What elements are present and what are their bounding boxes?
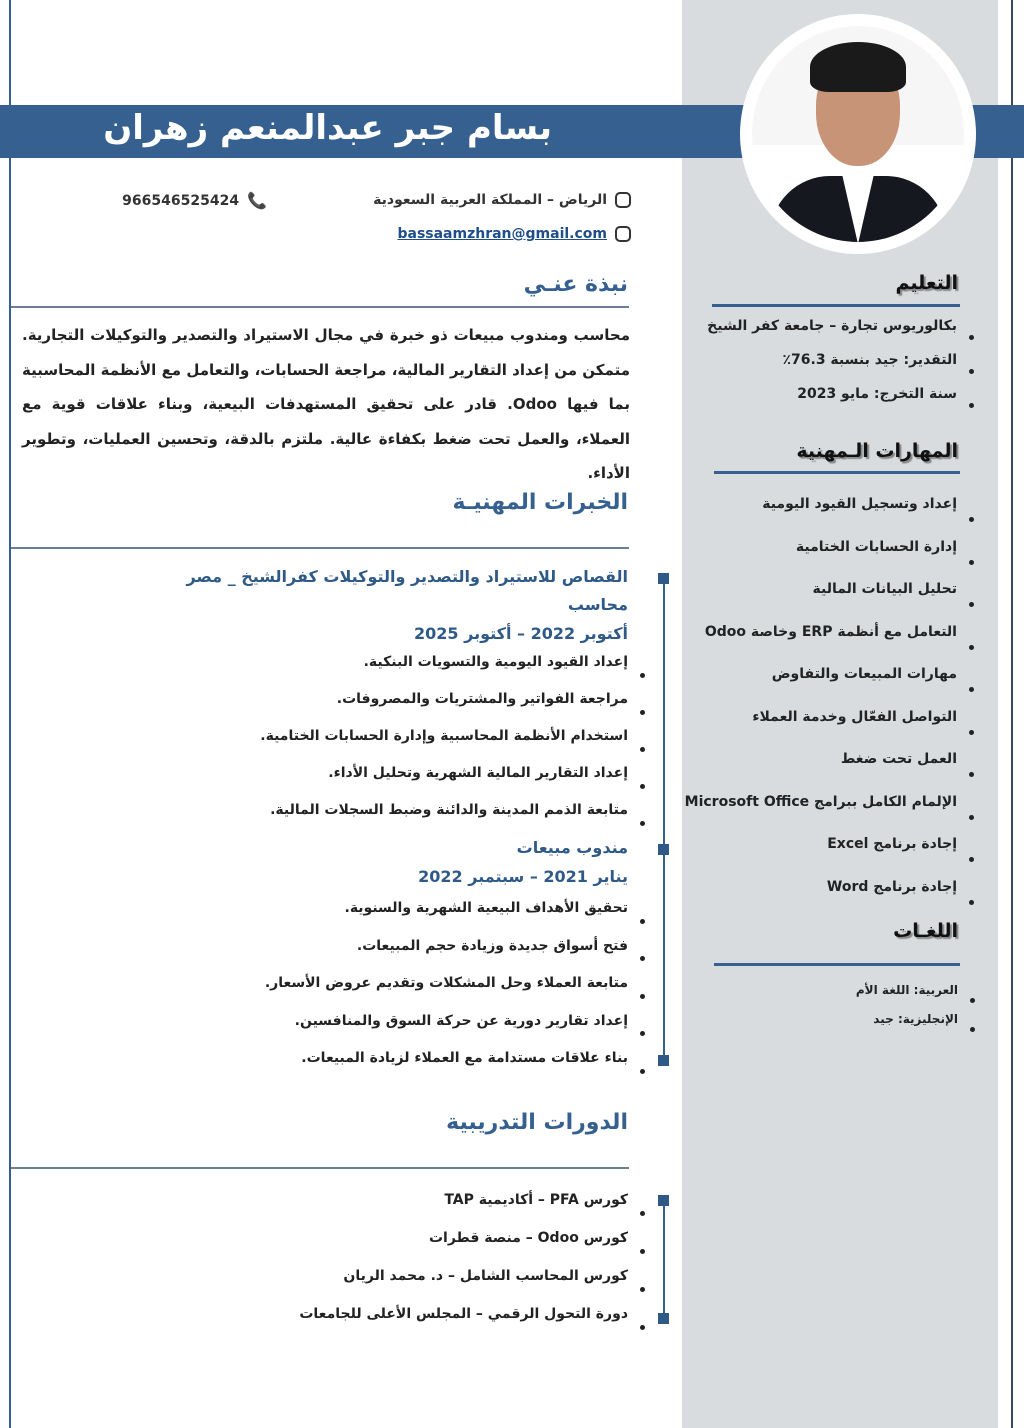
skills-list: [685, 496, 957, 921]
courses-list: [299, 1192, 628, 1344]
courses-heading: الدورات التدريبية: [446, 1110, 628, 1135]
email-icon: [615, 226, 631, 242]
phone-icon: 📞: [247, 191, 267, 210]
education-list: [707, 318, 957, 420]
list-item: إجادة برنامج Word: [685, 879, 957, 922]
list-item: التواصل الفعّال وخدمة العملاء: [685, 709, 957, 752]
list-item: إعداد وتسجيل القيود اليومية: [685, 496, 957, 539]
timeline-marker: [658, 844, 669, 855]
timeline-line: [663, 1200, 665, 1318]
list-item: مهارات المبيعات والتفاوض: [685, 666, 957, 709]
location-icon: [615, 192, 631, 208]
experience-divider: [11, 547, 629, 549]
email-contact: [397, 226, 631, 242]
timeline-line: [663, 578, 665, 1062]
list-item: كورس Odoo – منصة قطرات: [299, 1230, 628, 1268]
list-item: التقدير: جيد بنسبة 76.3٪: [707, 352, 957, 386]
list-item: إعداد تقارير دورية عن حركة السوق والمنافسين.: [265, 1013, 628, 1051]
job-dates: أكتوبر 2022 – أكتوبر 2025: [414, 624, 628, 643]
email-link[interactable]: bassaamzhran@gmail.com: [397, 226, 607, 242]
skills-divider: [714, 471, 960, 474]
list-item: إعداد التقارير المالية الشهرية وتحليل الأداء.: [260, 765, 628, 802]
list-item: العمل تحت ضغط: [685, 751, 957, 794]
about-divider: [11, 306, 629, 308]
list-item: فتح أسواق جديدة وزيادة حجم المبيعات.: [265, 938, 628, 976]
location-text: الرياض – المملكة العربية السعودية: [373, 192, 607, 208]
phone-contact: [122, 191, 267, 210]
list-item: إعداد القيود اليومية والتسويات البنكية.: [260, 654, 628, 691]
languages-divider: [714, 963, 960, 966]
list-item: التعامل مع أنظمة ERP وخاصة Odoo: [685, 624, 957, 667]
left-border-line: [9, 0, 11, 1428]
candidate-name: بسام جبر عبدالمنعم زهران: [103, 108, 552, 148]
education-divider: [712, 304, 960, 307]
job-role: مندوب مبيعات: [516, 838, 628, 857]
job-role: محاسب: [567, 595, 628, 614]
location-contact: [373, 192, 631, 208]
job-dates: يناير 2021 – سبتمبر 2022: [418, 867, 628, 886]
list-item: بكالوريوس تجارة – جامعة كفر الشيخ: [707, 318, 957, 352]
timeline-marker: [658, 573, 669, 584]
timeline-marker: [658, 1195, 669, 1206]
list-item: استخدام الأنظمة المحاسبية وإدارة الحسابات الختامية.: [260, 728, 628, 765]
job-duties-list: [260, 654, 628, 839]
phone-text: 966546525424: [122, 192, 240, 209]
list-item: سنة التخرج: مايو 2023: [707, 386, 957, 420]
timeline-marker: [658, 1055, 669, 1066]
list-item: كورس المحاسب الشامل – د. محمد الريان: [299, 1268, 628, 1306]
job-duties-list: [265, 900, 628, 1088]
list-item: العربية: اللغة الأم: [856, 983, 958, 1012]
languages-heading: اللغـات: [893, 920, 958, 942]
list-item: دورة التحول الرقمي – المجلس الأعلى للجامعات: [299, 1306, 628, 1344]
list-item: متابعة العملاء وحل المشكلات وتقديم عروض الأسعار.: [265, 975, 628, 1013]
right-border-line: [1011, 0, 1013, 1428]
education-heading: التعليم: [895, 272, 958, 294]
skills-heading: المهارات الـمهنية: [796, 440, 958, 462]
list-item: تحليل البيانات المالية: [685, 581, 957, 624]
experience-heading: الخبرات المهنيـة: [452, 490, 628, 515]
list-item: إدارة الحسابات الختامية: [685, 539, 957, 582]
list-item: كورس PFA – أكاديمية TAP: [299, 1192, 628, 1230]
list-item: الإنجليزية: جيد: [856, 1012, 958, 1041]
company-name: القصاص للاستيراد والتصدير والتوكيلات كفرالشيخ _ مصر: [186, 567, 628, 586]
about-text: محاسب ومندوب مبيعات ذو خبرة في مجال الاستيراد والتصدير والتوكيلات التجارية. متمكن من إعداد التقارير المالية، مراجعة الحسابات، والتعامل مع الأنظمة المحاسبية بما فيها Odoo. قادر على تحقيق المستهدفات البيعية، وبناء علاقات قوية مع العملاء، والعمل تحت ضغط بكفاءة عالية. ملتزم بالدقة، وتحسين العمليات، وتطوير الأداء.: [22, 326, 630, 482]
list-item: تحقيق الأهداف البيعية الشهرية والسنوية.: [265, 900, 628, 938]
list-item: بناء علاقات مستدامة مع العملاء لزيادة المبيعات.: [265, 1050, 628, 1088]
list-item: مراجعة الفواتير والمشتريات والمصروفات.: [260, 691, 628, 728]
list-item: متابعة الذمم المدينة والدائنة وضبط السجلات المالية.: [260, 802, 628, 839]
profile-photo: [740, 14, 976, 254]
list-item: الإلمام الكامل ببرامج Microsoft Office: [685, 794, 957, 837]
languages-list: [856, 983, 958, 1041]
about-heading: نبذة عنـي: [523, 272, 628, 297]
timeline-marker: [658, 1313, 669, 1324]
courses-divider: [11, 1167, 629, 1169]
list-item: إجادة برنامج Excel: [685, 836, 957, 879]
